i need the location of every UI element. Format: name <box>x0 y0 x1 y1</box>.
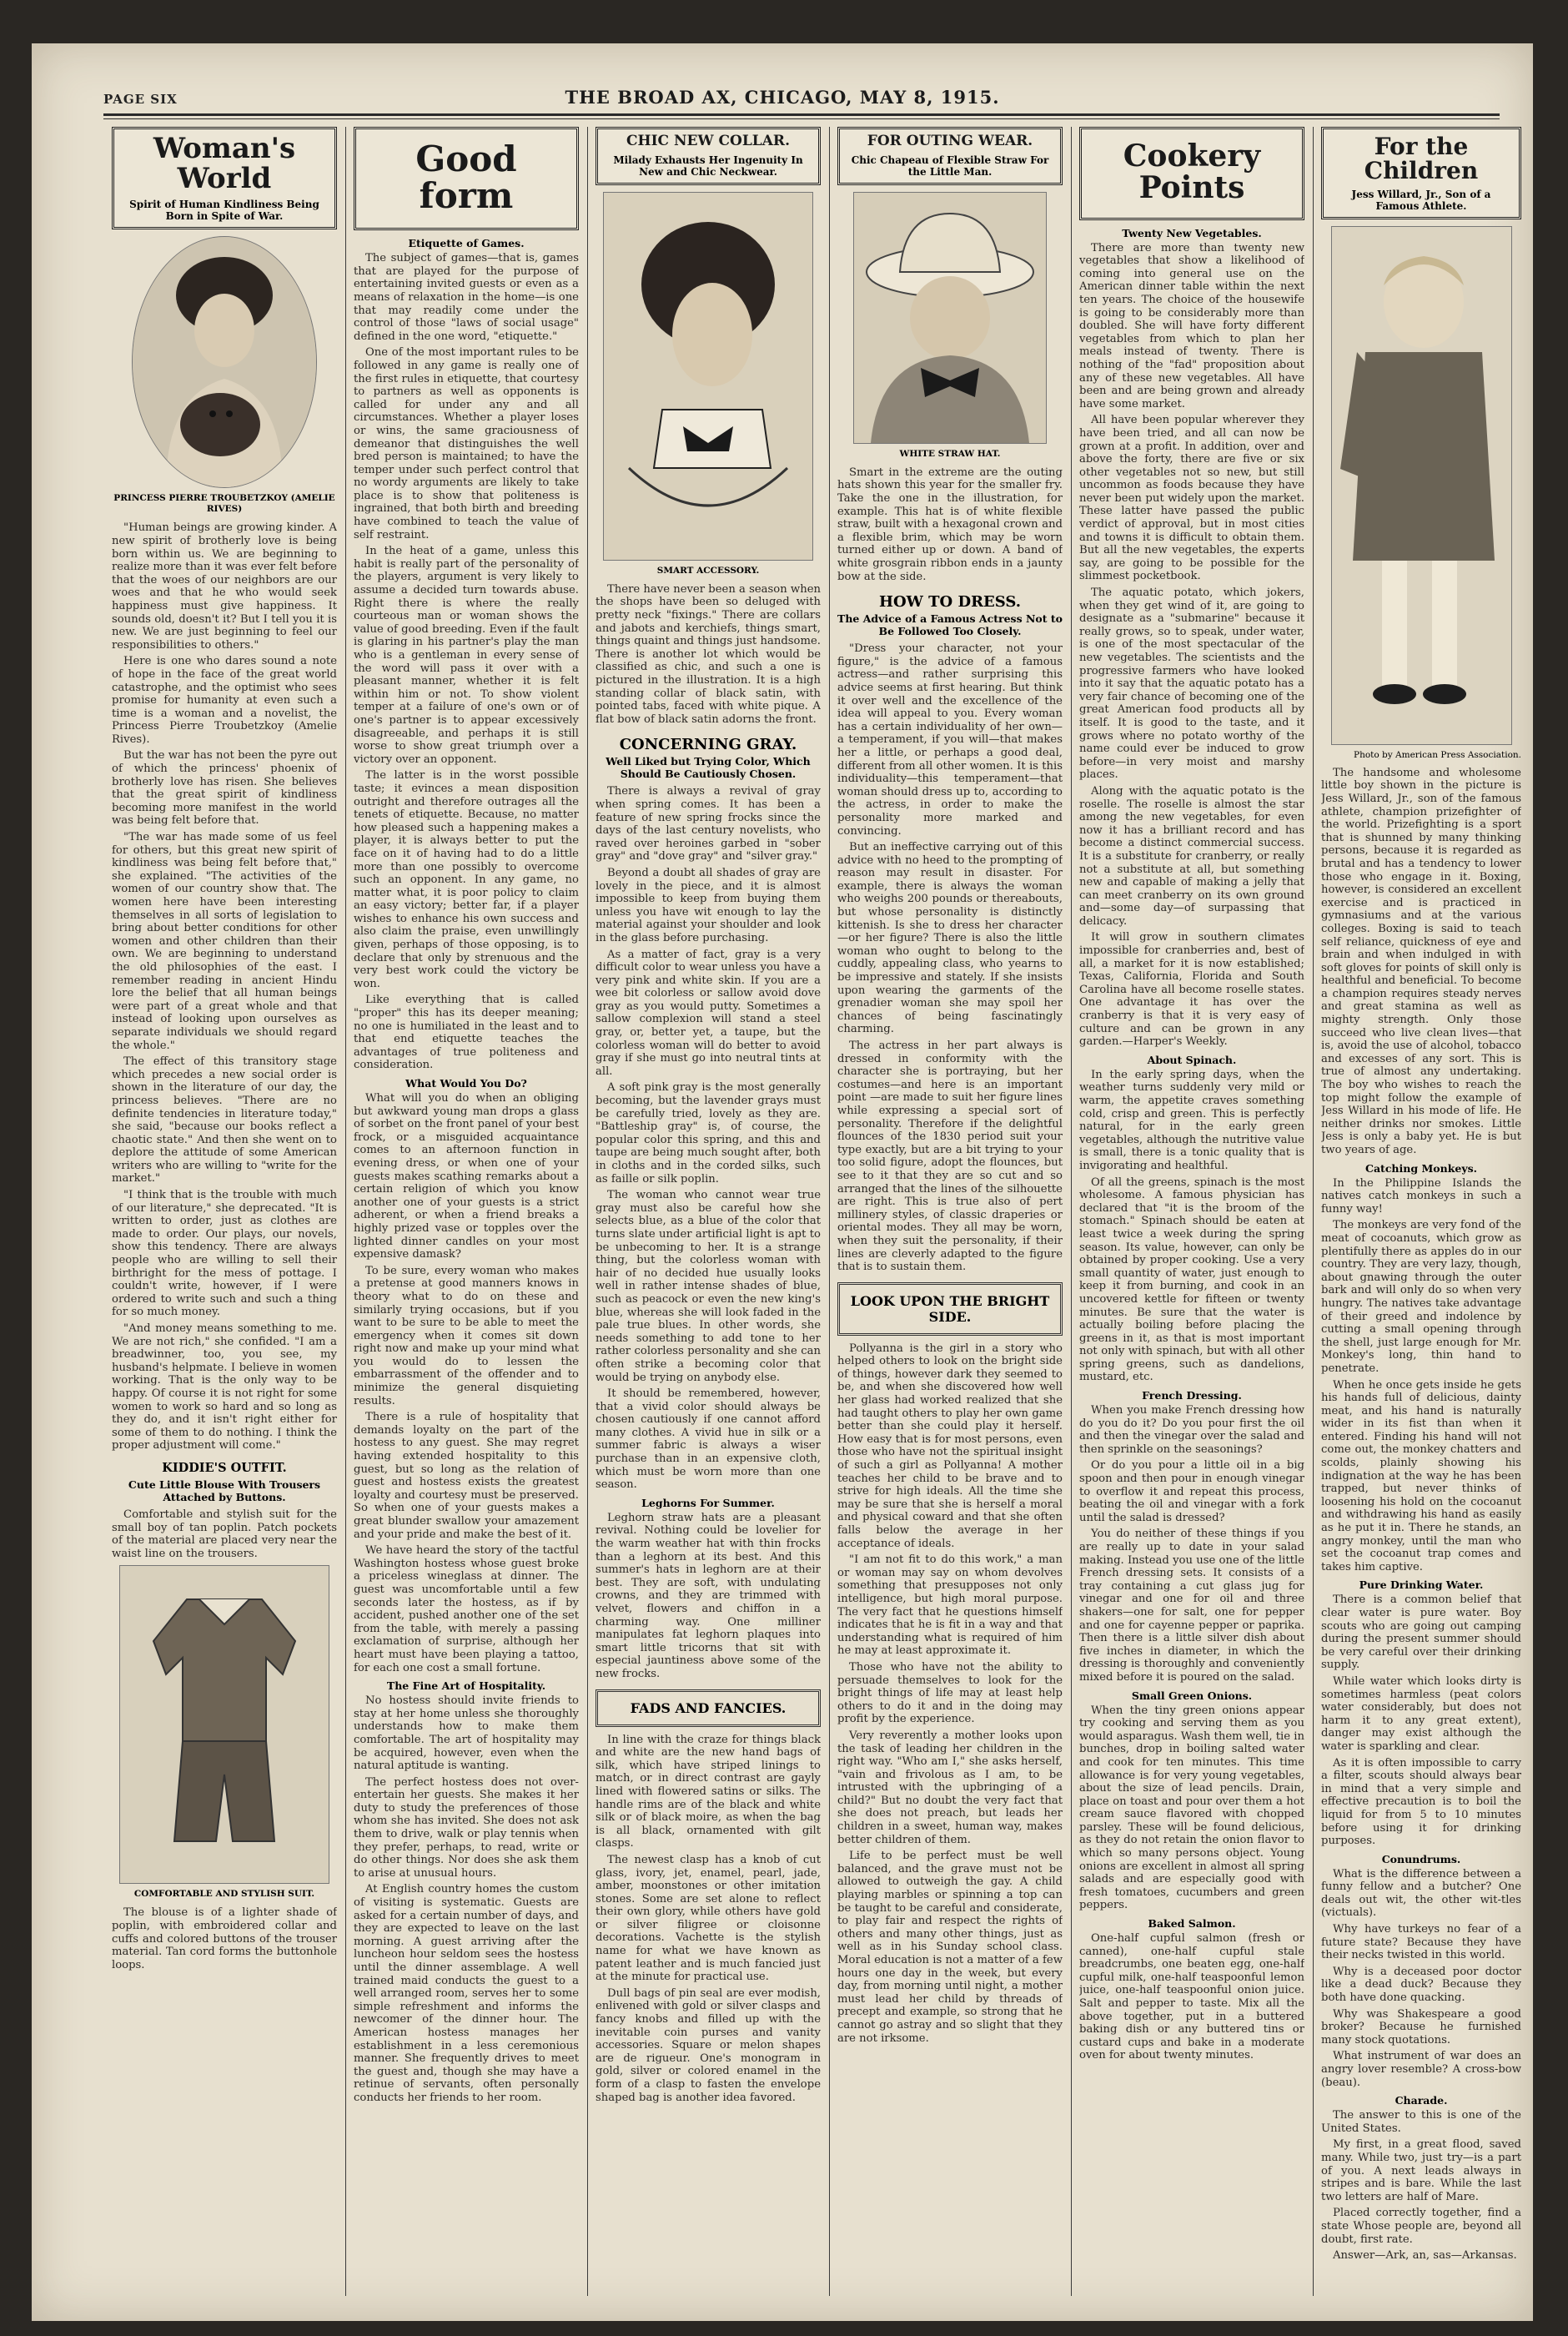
article-paragraph: The blouse is of a lighter shade of poplin, with embroidered collar and cuffs and colored buttons of the trouser material. Tan cord forms the buttonhole loops. <box>112 1906 337 1971</box>
etiquette-games-article <box>354 252 579 1072</box>
article-paragraph: All have been popular wherever they have been tried, and all can now be grown at a profit. In addition, over and above the forty, there are five or six other vegetables not so new, but still uncommon as foods because they have never been put widely upon the market. These latter have passed the public verdict of approval, but in most cities and towns it is difficult to obtain them. But all the new vegetables, the experts say, are going to be possible for the slimmest pocketbook. <box>1079 414 1304 583</box>
column-divider <box>345 127 346 2296</box>
concerning-gray-article <box>596 785 821 1491</box>
section-deck: Spirit of Human Kindliness Being Born in Spite of War. <box>129 199 319 223</box>
column-outing-wear <box>837 127 1063 2296</box>
section-title: For the Children <box>1364 133 1479 185</box>
article-paragraph: But an ineffective carrying out of this advice with no heed to the prompting of reason may result in disaster. For example, there is always the woman who weighs 200 pounds or thereabouts, but whose personality is distinctly kittenish. Is she to dress her character—or her figure? There is also the little woman who ought to belong to the cuddly, appealing class, who yearns to be impressive and stately. If she insists upon wearing the garments of the grenadier woman she may spoil her chances of being fascinatingly charming. <box>837 841 1063 1036</box>
article-paragraph: In the Philippine Islands the natives catch monkeys in such a funny way! <box>1321 1176 1521 1216</box>
column-womans-world <box>112 127 337 2296</box>
article-paragraph: "I think that is the trouble with much of our literature," she deprecated. "It is written to order, just as clothes are made to order. Our plays, our novels, show this tendency. There are always people who are willing to sell their birthright for the mess of pottage. I couldn't write, however, if I were ordered to write such and such a thing for so much money. <box>112 1189 337 1319</box>
article-paragraph: While water which looks dirty is sometimes harmless (peat colors water considerably, but does not harm it to any great extent), danger may exist although the water is sparkling and clear. <box>1321 1674 1521 1753</box>
article-paragraph: What will you do when an obliging but awkward young man drops a glass of sorbet on the front panel of your best frock, or a misguided acquaintance comes to an afternoon function in evening dress, or when one of your guests makes scathing remarks about a certain religion of which you know another one of your guests is a strict adherent, or when a friend breaks a highly prized vase or topples over the lighted dinner candles on your most expensive damask? <box>354 1092 579 1261</box>
straw-hat-illustration <box>853 192 1047 444</box>
french-dressing-heading: French Dressing. <box>1142 1389 1242 1402</box>
princess-portrait <box>132 236 317 488</box>
green-onions-heading: Small Green Onions. <box>1131 1689 1253 1702</box>
article-paragraph: The effect of this transitory stage which precedes a new social order is shown in the literature of our day, the princess believes. "There are no definite tendencies in literature today," she said, "because our books reflect a chaotic state." And then she went on to deplore the attitude of some American writers who are willing to "write for the market." <box>112 1055 337 1186</box>
article-paragraph: "Human beings are growing kinder. A new spirit of brotherly love is being born within us. We are beginning to realize more than it was ever felt before that the woes of our neighbors are our woes and that he who would seek happiness must give happiness. It sounds old, doesn't it? But I tell you it is new. We are just beginning to feel our responsibilities to others." <box>112 521 337 652</box>
conundrums-heading: Conundrums. <box>1381 1852 1461 1865</box>
jess-willard-jr-photo <box>1331 226 1512 745</box>
new-vegetables-heading: Twenty New Vegetables. <box>1122 226 1262 239</box>
photo-credit: Photo by American Press Association. <box>1354 749 1521 760</box>
charade-line: Placed correctly together, find a state Whose people are, beyond all doubt, first rate. <box>1321 2207 1521 2246</box>
article-paragraph: No hostess should invite friends to stay at her home unless she thoroughly understands how to make them comfortable. The art of hospitality may be acquired, however, even when the natural aptitude is wanting. <box>354 1694 579 1773</box>
concerning-gray-deck: Well Liked but Trying Color, Which Should Be Cautiously Chosen. <box>606 755 811 781</box>
article-paragraph: When he once gets inside he gets his hands full of delicious, dainty meat, and his hand is naturally wider in its fist than when it entered. Finding his hand will not come out, the monkey chatters and scolds, plainly showing his indignation at the way he has been trapped, but never thinks of loosening his hold on the cocoanut and withdrawing his hand as easily as he put it in. There he stands, an angry monkey, until the man who set the cocoanut trap comes and takes him captive. <box>1321 1378 1521 1573</box>
article-paragraph: There is always a revival of gray when spring comes. It has been a feature of new spring frocks since the days of the last century novelists, who raved over heroines garbed in "sober gray" and "dove gray" and "silver gray." <box>596 785 821 863</box>
children-article <box>1321 767 1521 1157</box>
hospitality-article <box>354 1694 579 2104</box>
kiddie-outfit-deck: Cute Little Blouse With Trousers Attached by Buttons. <box>128 1478 321 1503</box>
french-dressing-article <box>1079 1404 1304 1684</box>
section-title: CHIC NEW COLLAR. <box>626 133 790 149</box>
conundrum-item: What instrument of war does an angry lover resemble? A cross-bow (beau). <box>1321 2050 1521 2089</box>
drinking-water-article <box>1321 1593 1521 1847</box>
masthead <box>32 83 1533 117</box>
section-deck: Jess Willard, Jr., Son of a Famous Athlete. <box>1351 188 1491 212</box>
new-vegetables-article <box>1079 242 1304 1049</box>
bright-side-article <box>837 1342 1063 2045</box>
suit-caption: COMFORTABLE AND STYLISH SUIT. <box>133 1889 315 1900</box>
article-paragraph: In the heat of a game, unless this habit is really part of the personality of the players, argument is very likely to assume a decided turn towards abuse. Right there is where the really courteous man or woman shows the value of good breeding. Even if the fault is glaring in his partner's play the man who is a gentleman in every sense of the word will pass it over with a pleasant manner, whether it is felt within him or not. To show violent temper at a failure of one's own or of one's partner is to appear excessively disagreeable, and perhaps it is still worse to show great triumph over a victory over an opponent. <box>354 545 579 766</box>
etiquette-games-heading: Etiquette of Games. <box>408 237 525 250</box>
how-to-dress-deck: The Advice of a Famous Actress Not to Be Followed Too Closely. <box>837 612 1063 638</box>
section-title-line1: Cookery <box>1123 138 1261 174</box>
hospitality-heading: The Fine Art of Hospitality. <box>386 1679 546 1693</box>
article-paragraph: At English country homes the custom of visiting is systematic. Guests are asked for a certain number of days, and they are expected to leave on the last morning. A guest arriving after the luncheon hour seldom sees the hostess until the dinner assemblage. A well trained maid conducts the guest to a well arranged room, serves her to some simple refreshment and informs the newcomer of the dinner hour. The American hostess manages her establishment in a less ceremonious manner. She frequently drives to meet the guest and, though she may have a retinue of servants, often personally conducts her friends to her room. <box>354 1883 579 2104</box>
kiddie-outfit-heading: KIDDIE'S OUTFIT. <box>162 1460 287 1475</box>
masthead-rule <box>103 113 1500 116</box>
article-paragraph: "I am not fit to do this work," a man or woman may say on whom devolves something that presupposes not only intelligence, but high moral purpose. The very fact that he questions himself indicates that he is fit in a way and that understanding what is required of him he may at least approximate it. <box>837 1553 1063 1658</box>
section-title-line1: Good <box>415 138 517 179</box>
article-paragraph: Those who have not the ability to persuade themselves to look for the bright things of life may at least help others to do it and in the doing may profit by the experience. <box>837 1660 1063 1726</box>
how-to-dress-heading: HOW TO DRESS. <box>878 593 1022 612</box>
article-paragraph: One of the most important rules to be followed in any game is really one of the first rules in etiquette, that courtesy to partners as well as opponents is called for under any and all circumstances. Whether a player loses or wins, the same graciousness of demeanor that distinguishes the well bred person is maintained; to have the temper under such perfect control that no wordy arguments are likely to take place is to show that politeness is ingrained, that both birth and breeding have combined to teach the value of self restraint. <box>354 346 579 541</box>
page-label: PAGE SIX <box>103 92 178 107</box>
charade-line: My first, in a great flood, saved many. While two, just try—is a part of you. A next leads always in stripes and is bare. While the last two letters are half of Mare. <box>1321 2138 1521 2203</box>
article-paragraph: The perfect hostess does not over-entertain her guests. She makes it her duty to study the preferences of those whom she has invited. She does not ask them to drive, walk or play tennis when they prefer, perhaps, to read, write or do other things. Nor does she ask them to arise at unusual hours. <box>354 1775 579 1880</box>
article-paragraph: The woman who cannot wear true gray must also be careful how she selects blue, as a blue of the color that turns slate under artificial light is apt to be unbecoming to her. It is a strange thing, but the colorless woman with hair of no decided hue usually looks well in rather intense shades of blue, such as peacock or even the new king's blue, whereas she will look faded in the pale true blues. In other words, she needs something to add tone to her rather colorless personality and she can often strike a becoming color that would be trying on anybody else. <box>596 1189 821 1384</box>
baked-salmon-heading: Baked Salmon. <box>1148 1917 1236 1931</box>
leghorns-heading: Leghorns For Summer. <box>641 1496 775 1509</box>
article-paragraph: "The war has made some of us feel for others, but this great new spirit of kindliness was being felt before that," she explained. "The activities of the women of our country show that. The women here have been interesting themselves in all sorts of legislation to bring about better conditions for other women and other children than their own. We are beginning to understand the old philosophies of the east. I remember reading in ancient Hindu lore the belief that all human beings were part of a great whole and that instead of looking upon ourselves as separate individuals we should regard the whole." <box>112 831 337 1052</box>
conundrum-item: Why was Shakespeare a good broker? Because he furnished many stock quotations. <box>1321 2007 1521 2047</box>
article-paragraph: You do neither of these things if you are really up to date in your salad making. Instead you use one of the little French dressing sets. It consists of a tray containing a cut glass jug for vinegar and one for oil and three shakers—one for salt, one for pepper and one for cayenne pepper or paprika. Then there is a little silver dish about five inches in diameter, in which the dressing is thoroughly and conveniently mixed before it is poured on the salad. <box>1079 1528 1304 1684</box>
straw-hat-caption: WHITE STRAW HAT. <box>899 448 1001 459</box>
straw-hat-drawing <box>854 193 1046 443</box>
column-fashion <box>596 127 821 2296</box>
womans-world-header <box>112 127 337 229</box>
article-paragraph: To be sure, every woman who makes a pretense at good manners knows in theory what to do on these and similarly trying occasions, but if you want to be sure to be able to meet the emergency when it comes sit down right now and make up your mind what you would do to lessen the embarrassment of the offender and to minimize the general disquieting results. <box>354 1264 579 1407</box>
article-paragraph: The monkeys are very fond of the meat of cocoanuts, which grow as plentifully there as apples do in our country. They are very lazy, though, about gnawing through the outer bark and will only do so when very hungry. The natives take advantage of their greed and indolence by cutting a small opening through the shell, just large enough for Mr. Monkey's long, thin hand to penetrate. <box>1321 1219 1521 1375</box>
article-paragraph: There is a common belief that clear water is pure water. Boy scouts who are going out camping during the present summer should be very careful over their drinking supply. <box>1321 1593 1521 1672</box>
outing-wear-header <box>837 127 1063 185</box>
how-to-dress-article <box>837 642 1063 1274</box>
article-paragraph: There are more than twenty new vegetables that show a likelihood of coming into general use on the American dinner table within the next ten years. The choice of the housewife is going to be considerably more than doubled. She will have forty different vegetables from which to plan her meals instead of twenty. There is nothing of the "fad" proposition about any of these new vegetables. All have been and are being grown and already have some market. <box>1079 241 1304 410</box>
womans-world-article <box>112 521 337 1452</box>
article-paragraph: The handsome and wholesome little boy shown in the picture is Jess Willard, Jr., son of the famous athlete, champion prizefighter of the world. Prizefighting is a sport that is shunned by many thinking persons, because it is regarded as brutal and has a tendency to lower those who engage in it. Boxing, however, is considered an excellent exercise and is practiced in gymnasiums and at the various colleges. Boxing is said to teach self reliance, quickness of eye and brain and when indulged in with soft gloves for points of skill only is healthful and beneficial. To become a champion requires steady nerves and great stamina as well as mighty strength. Only those succeed who live clean lives—that is, avoid the use of alcohol, tobacco and excesses of any sort. This is true of almost any undertaking. The boy who wishes to reach the top might follow the example of Jess Willard in his mode of life. He neither drinks nor smokes. Little Jess is only a baby yet. He is but two years of age. <box>1321 766 1521 1156</box>
article-paragraph: The latter is in the worst possible taste; it evinces a mean disposition outright and therefore outrages all the tenets of etiquette. Because, no matter how pleased such a happening makes a player, it is always better to put the face on it of having had to do a little more than one possibly to overcome such an opponent. In any game, no matter what, it is poor policy to claim an easy victory; better far, if a player wishes to enhance his own success and also claim the praise, even unwillingly given, perhaps of those opposing, is to declare that only by strenuous and the very best work could the victory be won. <box>354 769 579 990</box>
child-photo <box>1332 227 1511 744</box>
article-paragraph: Of all the greens, spinach is the most wholesome. A famous physician has declared that "it is the broom of the stomach." Spinach should be eaten at least twice a week during the spring season. Its value, however, can only be obtained by proper cooking. Use a very small quantity of water, just enough to keep it from burning, and cook in an uncovered kettle for fifteen or twenty minutes. Be sure that the water is actually boiling before placing the greens in it, as that is most important not only with spinach, but with all other spring greens, such as dandelions, mustard, etc. <box>1079 1176 1304 1384</box>
section-deck: Milady Exhausts Her Ingenuity In New and Chic Neckwear. <box>613 154 803 178</box>
children-header <box>1321 127 1521 219</box>
spinach-heading: About Spinach. <box>1147 1053 1237 1066</box>
article-paragraph: In line with the craze for things black and white are the new hand bags of silk, which have striped linings to match, or in direct contrast are gayly lined with flowered satins or silks. The handle rims are of the black and white silk or of black moire, as when the bag is all black, ornamented with gilt clasps. <box>596 1733 821 1850</box>
article-paragraph: There have never been a season when the shops have been so deluged with pretty neck "fixings." There are collars and jabots and kerchiefs, things smart, things quaint and things just handsome. There is another lot which would be classified as chic, and such a one is pictured in the illustration. It is a high standing collar of black satin, with pointed tabs, faced with white pique. A flat bow of black satin adorns the front. <box>596 582 821 726</box>
article-paragraph: We have heard the story of the tactful Washington hostess whose guest broke a priceless wineglass at dinner. The guest was uncomfortable until a few seconds later the hostess, as if by accident, pushed another one of the set from the table, with merely a passing exclamation of surprise, although her heart must have been playing a tattoo, for each one cost a small fortune. <box>354 1544 579 1674</box>
article-paragraph: It will grow in southern climates impossible for cranberries and, best of all, a market for it is now established; Texas, California, Florida and South Carolina have all become roselle states. One advantage it has over the cranberry is that it is very easy of culture and can be grown in any garden.—Harper's Weekly. <box>1079 931 1304 1049</box>
conundrums-list <box>1321 1868 1521 2090</box>
article-paragraph: When you make French dressing how do you do it? Do you pour first the oil and then the vinegar over the salad and then sprinkle on the seasonings? <box>1079 1404 1304 1456</box>
fads-and-fancies-heading: FADS AND FANCIES. <box>596 1689 821 1727</box>
charade-answer: Answer—Ark, an, sas—Arkansas. <box>1333 2249 1517 2263</box>
boys-suit-illustration <box>119 1565 329 1884</box>
article-paragraph: Pollyanna is the girl in a story who helped others to look on the bright side of things, however dark they seemed to be, and when she discovered how well her glass had worked realized that she had taught others to play her own game better than she could play it herself. How easy that is for most persons, even those who have not the spiritual insight of such a girl as Pollyanna! A mother teaches her child to be brave and to strive for high ideals. All the time she may be sure that she is herself a moral and physical coward and that she often falls below the average in her acceptance of ideals. <box>837 1342 1063 1550</box>
charade-line: The answer to this is one of the United States. <box>1321 2109 1521 2135</box>
article-paragraph: Smart in the extreme are the outing hats shown this year for the smaller fry. Take the one in the illustration, for example. This hat is of white flexible straw, built with a hexagonal crown and a flexible brim, which may be worn turned either up or down. A band of white grosgrain ribbon ends in a jaunty bow at the side. <box>837 466 1063 583</box>
cookery-header <box>1079 127 1304 220</box>
catching-monkeys-heading: Catching Monkeys. <box>1365 1161 1477 1175</box>
article-paragraph: The aquatic potato, which jokers, when they get wind of it, are going to designate as a "submarine" because it really grows, so to speak, under water, is one of the most spectacular of the new vegetables. The scientists and the progressive farmers who have looked into it say that the aquatic potato has a very fair chance of becoming one of the great American food products all by itself. It is good to the taste, and it grows where no potato worthy of the name could ever be induced to grow before—in very moist and marshy places. <box>1079 587 1304 782</box>
charade-heading: Charade. <box>1395 2094 1448 2107</box>
article-paragraph: Like everything that is called "proper" this has its deeper meaning; no one is humiliated in the least and to that end etiquette teaches the advantages of true politeness and consideration. <box>354 994 579 1072</box>
article-paragraph: The newest clasp has a knob of cut glass, ivory, jet, enamel, pearl, jade, amber, moonstones or other imitation stones. Some are set alone to reflect their own glory, while others have gold or silver filigree or cloisonne decorations. Vachette is the stylish name for what we have known as patent leather and is much fancied just at the minute for practical use. <box>596 1853 821 1984</box>
article-paragraph: As a matter of fact, gray is a very difficult color to wear unless you have a very pink and white skin. If you are a wee bit colorless or sallow avoid dove gray as you would putty. Sometimes a sallow complexion will stand a steel gray, or, better yet, a taupe, but the colorless woman will do better to avoid gray if she must go into neutral tints at all. <box>596 948 821 1078</box>
article-paragraph: When the tiny green onions appear try cooking and serving them as you would asparagus. Wash them well, tie in bunches, drop in boiling salted water and cook for ten minutes. This time allowance is for very young vegetables, about the size of lead pencils. Drain, place on toast and pour over them a hot cream sauce flavored with chopped parsley. These will be found delicious, as they do not retain the onion flavor to which so many persons object. Young onions are excellent in almost all spring salads and are especially good with fresh tomatoes, cucumbers and green peppers. <box>1079 1704 1304 1912</box>
concerning-gray-heading: CONCERNING GRAY. <box>619 736 797 754</box>
conundrum-item: Why is a deceased poor doctor like a dead duck? Because they both have done quacking. <box>1321 1965 1521 2005</box>
column-divider <box>1313 127 1314 2296</box>
column-divider <box>587 127 588 2296</box>
column-for-the-children <box>1321 127 1521 2296</box>
collar-drawing <box>604 193 812 560</box>
article-paragraph: In the early spring days, when the weather turns suddenly very mild or warm, the appetite craves something cold, crisp and green. This is perfectly natural, for in the early green vegetables, although the nutritive value is small, there is a tonic quality that is invigorating and healthful. <box>1079 1068 1304 1172</box>
what-would-you-do-heading: What Would You Do? <box>405 1077 527 1090</box>
article-paragraph: Beyond a doubt all shades of gray are lovely in the piece, and it is almost impossible to keep from buying them unless you have wit enough to lay the material against your shoulder and look in the glass before purchasing. <box>596 866 821 944</box>
spinach-article <box>1079 1069 1304 1384</box>
column-divider <box>829 127 830 2296</box>
section-title: FOR OUTING WEAR. <box>867 133 1033 149</box>
article-paragraph: The actress in her part always is dressed in conformity with the character she is portraying, but her costumes—and here is an important point —are made to suit her figure lines while expressing a special sort of personality. Therefore if the delightful flounces of the 1830 period suit your type exactly, but are a bit trying to your too solid figure, adopt the flounces, but see to it that they are so cut and so arranged that the lines of the silhouette are right. This is true also of pert millinery styles, of classic draperies or oriental modes. They all may be worn, when they suit the personality, if their lines are cleverly adapted to the figure that is to sustain them. <box>837 1040 1063 1274</box>
article-paragraph: Here is one who dares sound a note of hope in the face of the great world catastrophe, and the optimist who sees promise for humanity at even such a time is a woman and a novelist, the Princess Pierre Troubetzkoy (Amelie Rives). <box>112 655 337 746</box>
catching-monkeys-article <box>1321 1177 1521 1574</box>
drinking-water-heading: Pure Drinking Water. <box>1359 1578 1484 1592</box>
conundrum-item: What is the difference between a funny fellow and a butcher? One deals out wit, the other wit-tles (victuals). <box>1321 1867 1521 1920</box>
portrait-caption: PRINCESS PIERRE TROUBETZKOY (AMELIE RIVES) <box>113 493 335 515</box>
newspaper-title: THE BROAD AX, CHICAGO, MAY 8, 1915. <box>565 87 1000 108</box>
chic-collar-header <box>596 127 821 185</box>
article-paragraph: Comfortable and stylish suit for the small boy of tan poplin. Patch pockets of the material are placed very near the waist line on the trousers. <box>112 1508 337 1560</box>
masthead-rule-thin <box>103 118 1500 119</box>
suit-drawing <box>120 1566 329 1883</box>
article-paragraph: But the war has not been the pyre out of which the princess' phoenix of brotherly love has risen. She believes that the great spirit of kindliness becoming more manifest in the world was being felt before that. <box>112 749 337 828</box>
bright-side-heading: LOOK UPON THE BRIGHT SIDE. <box>837 1282 1063 1336</box>
article-paragraph: Or do you pour a little oil in a big spoon and then pour in enough vinegar to overflow it and repeat this process, beating the oil and vinegar with a fork until the salad is dressed? <box>1079 1459 1304 1524</box>
column-good-form <box>354 127 579 2296</box>
article-paragraph: "Dress your character, not your figure," is the advice of a famous actress—and rather surprising this advice seems at first hearing. But think it over well and the excellence of the idea will appeal to you. Every woman has a certain individuality of her own—a temperament, if you will—that makes her a little, or perhaps a good deal, different from all other women. It is this individuality—this temperament—that woman should dress up to, according to the actress, in order to make the personality more marked and convincing. <box>837 642 1063 838</box>
article-paragraph: One-half cupful salmon (fresh or canned), one-half cupful stale breadcrumbs, one beaten egg, one-half cupful milk, one-half teaspoonful lemon juice, one-half teaspoonful onion juice. Salt and pepper to taste. Mix all the above together, put in a buttered baking dish or any buttered tins or custard cups and bake in a moderate oven for about twenty minutes. <box>1079 1932 1304 2062</box>
portrait-illustration <box>133 237 316 487</box>
section-title-line2: form <box>419 175 514 217</box>
collar-illustration <box>603 192 813 561</box>
fads-and-fancies-article <box>596 1734 821 2105</box>
article-paragraph: As it is often impossible to carry a filter, scouts should always bear in mind that a very simple and effective precaution is to boil the liquid for from 5 to 10 minutes before using it for drinking purposes. <box>1321 1756 1521 1848</box>
article-paragraph: Leghorn straw hats are a pleasant revival. Nothing could be lovelier for the warm weather hat with thin frocks than a leghorn at its best. And this summer's hats in leghorn are at their best. They are soft, with undulating crowns, and they are trimmed with velvet, flowers and chiffon in a charming way. One milliner manipulates fat leghorn plaques into smart little tricorns that sit with especial jauntiness above some of the new frocks. <box>596 1511 821 1680</box>
newspaper-page <box>32 43 1533 2321</box>
column-cookery <box>1079 127 1304 2296</box>
article-paragraph: Life to be perfect must be well balanced, and the grave must not be allowed to outweigh the gay. A child playing marbles or spinning a top can be taught to be careful and considerate, to play fair and respect the rights of others and many other things, just as well as in his Sunday school class. Moral education is not a matter of a few hours one day in the week, but every day, from morning until night, a mother must lead her child by threads of precept and example, so strong that he cannot go astray and so slight that they are not irksome. <box>837 1850 1063 2045</box>
article-paragraph: It should be remembered, however, that a vivid color should always be chosen cautiously if one cannot afford many clothes. A vivid hue in silk or a summer fabric is always a wiser purchase than in an expensive cloth, which must be worn more than one season. <box>596 1387 821 1492</box>
conundrum-item: Why have turkeys no fear of a future state? Because they have their necks twisted in this world. <box>1321 1923 1521 1962</box>
article-paragraph: Very reverently a mother looks upon the task of leading her children in the right way. "Who am I," she asks herself, "vain and frivolous as I am, to be intrusted with the upbringing of a child?" But no doubt the very fact that she does not preach, but leads her children in a sweet, human way, makes better children of them. <box>837 1729 1063 1846</box>
charade-text <box>1321 2109 1521 2263</box>
article-paragraph: The subject of games—that is, games that are played for the purpose of entertaining invited guests or even as a means of relaxation in the home—is one that may readily come under the control of those "laws of social usage" defined in the one word, "etiquette." <box>354 252 579 343</box>
what-would-you-do-article <box>354 1092 579 1674</box>
column-divider <box>1071 127 1072 2296</box>
article-paragraph: Along with the aquatic potato is the roselle. The roselle is almost the star among the new vegetables, for even now it has a brilliant record and has become a distinct commercial success. It is a substitute for cranberry, or really not a substitute at all, but something new and capable of making a jelly that can meet cranberry on its own ground and—some day—of surpassing that delicacy. <box>1079 784 1304 928</box>
collar-caption: SMART ACCESSORY. <box>656 565 760 576</box>
section-title: Woman's World <box>153 132 296 195</box>
section-title-line2: Points <box>1138 169 1245 205</box>
article-paragraph: A soft pink gray is the most generally becoming, but the lavender grays must be carefully tried, lovely as they are. "Battleship gray" is, of course, the popular color this spring, and this and taupe are being much sought after, both in cloths and in the corded silks, such as faille or silk poplin. <box>596 1081 821 1186</box>
good-form-header <box>354 127 579 230</box>
section-deck: Chic Chapeau of Flexible Straw For the Little Man. <box>851 154 1049 178</box>
article-paragraph: Dull bags of pin seal are ever modish, enlivened with gold or silver clasps and fancy knobs and filled up with the inevitable coin purses and vanity accessories. Square or melon shapes are de rigueur. One's monogram in gold, silver or colored enamel in the form of a clasp to fasten the envelope shaped bag is another idea favored. <box>596 1986 821 2104</box>
article-paragraph: "And money means something to me. We are not rich," she confided. "I am a breadwinner, too, you see, my husband's helpmate. I believe in women working. That is the only way to be happy. Of course it is not right for some women to work so hard and so long as they do, and it isn't right either for some of them to do nothing. I think the proper adjustment will come." <box>112 1322 337 1452</box>
article-paragraph: There is a rule of hospitality that demands loyalty on the part of the hostess to any guest. She may regret having extended hospitality to this guest, but so long as the relation of guest and hostess exists the greatest loyalty and courtesy must be preserved. So when one of your guests makes a great blunder swallow your amazement and your pride and make the best of it. <box>354 1411 579 1541</box>
